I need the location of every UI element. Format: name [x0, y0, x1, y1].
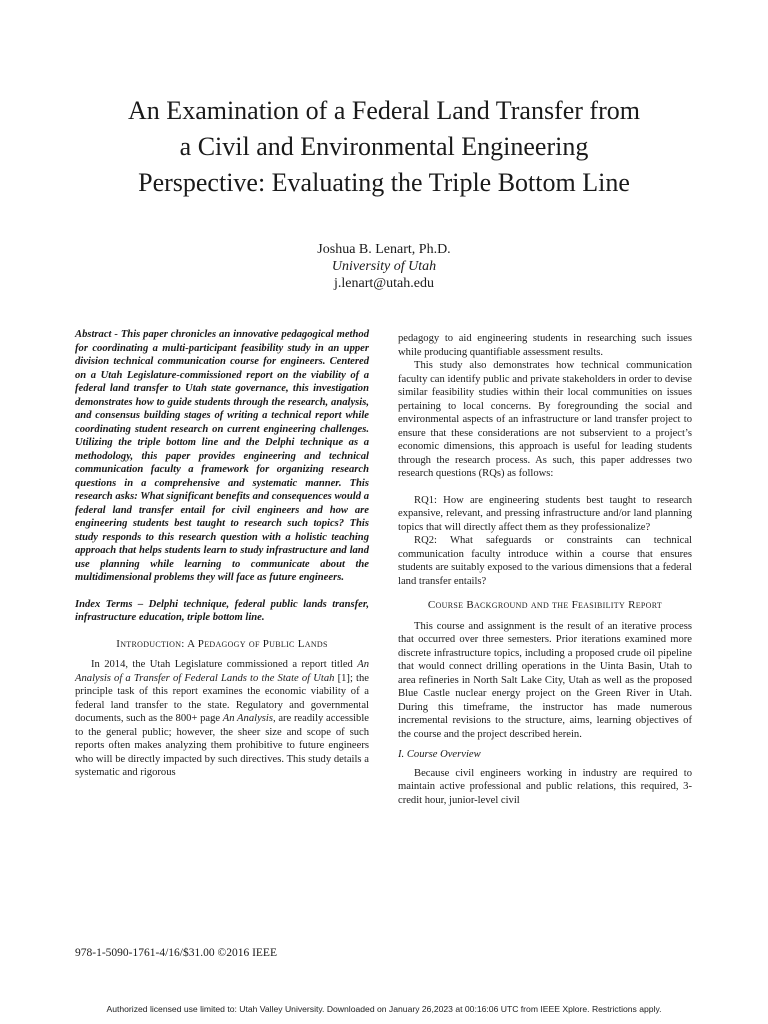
- intro-heading: Introduction: A Pedagogy of Public Lands: [116, 637, 328, 650]
- left-column: [75, 328, 369, 780]
- ieee-footer-id: 978-1-5090-1761-4/16/$31.00 ©2016 IEEE: [75, 947, 277, 959]
- title-line-3: Perspective: Evaluating the Triple Bottom Line: [138, 168, 630, 197]
- right-paragraph-2: This study also demonstrates how technical communication faculty can identify public and private stakeholders in order to devise similar feasibility studies within their local communities on issues pertaining to local concerns. By foregrounding the social and environmental aspects of an infrastructure or land transfer project to ensure that these considerations are not subservient to a project’s economic dimensions, this approach is useful for leading students through the research process. As such, this paper addresses two research questions (RQs) as follows:: [398, 360, 692, 479]
- research-question-2: RQ2: What safeguards or constraints can technical communication faculty introduce within a course that ensures students are suitably exposed to the various dimensions that a federal land transfer entails?: [398, 535, 692, 587]
- course-background-paragraph: This course and assignment is the result of an iterative process that occurred over three semesters. Prior iterations examined more discrete infrastructure topics, including a proposed crude oil pipeline that would connect drilling operations in the Uinta Basin, Utah to area refineries in North Salt Lake City, Utah as well as the proposed Blue Castle nuclear energy project on the Green River in Utah. During this timeframe, the instructor has made numerous incremental revisions to the structure, aims, learning objectives of the course and the project described herein.: [398, 620, 692, 740]
- research-question-1: RQ1: How are engineering students best taught to research expansive, relevant, and pressing infrastructure and/or land planning topics that will directly affect them as they professionalize?: [398, 494, 692, 533]
- paper-title: [40, 93, 728, 201]
- abstract: Abstract - This paper chronicles an innovative pedagogical method for coordinating a multi-participant feasibility study in an upper division technical communication course for engineers. Centered on a Utah Legislature-commissioned report on the viability of a federal land transfer to Utah state governance, this investigation demonstrates how to guide students through the research, analysis, and consensus building stages of writing a technical report while coordinating student research on current engineering challenges. Utilizing the triple bottom line and the Delphi technique as a methodology, this paper provides engineering and technical communication faculty a framework for organizing research questions in a comprehensive and systematic manner. This research asks: What significant benefits and consequences would a federal land transfer entail for civil engineers and how are engineering students best taught to research such topics? This study responds to this research question with a holistic teaching approach that helps students learn to study infrastructure and land use planning while learning to communicate about the multidimensional problems they will face as future engineers.: [75, 329, 369, 583]
- index-terms: Index Terms – Delphi technique, federal public lands transfer, infrastructure education, triple bottom line.: [75, 598, 369, 623]
- right-column: [398, 332, 692, 807]
- report-title: An Analysis of a Transfer of Federal Lands to the State of Utah: [75, 659, 369, 684]
- course-overview-heading: I. Course Overview: [398, 749, 481, 760]
- author-email: j.lenart@utah.edu: [334, 276, 434, 291]
- title-line-2: a Civil and Environmental Engineering: [179, 132, 589, 161]
- intro-paragraph: In 2014, the Utah Legislature commissioned a report titled An Analysis of a Transfer of Federal Lands to the State of Utah [1]; the principle task of this report examines the economic viability of a federal land transfer to the state. Regulatory and governmental documents, such as the 800+ page An Analysis, are readily accessible to the general public; however, the sheer size and scope of such reports often makes analyzing them prohibitive to future engineers who will be directly impacted by such directives. This study details a systematic and rigorous: [75, 659, 369, 778]
- report-short-title: An Analysis: [222, 713, 273, 724]
- course-background-heading: Course Background and the Feasibility Report: [427, 599, 663, 611]
- author-affiliation: University of Utah: [331, 259, 437, 274]
- download-notice: Authorized licensed use limited to: Utah Valley University. Downloaded on January 26,2023 at 00:16:06 UTC from IEEE Xplore. Restrictions apply.: [106, 1004, 662, 1014]
- author-name: Joshua B. Lenart, Ph.D.: [317, 242, 451, 257]
- author-block: [0, 241, 768, 292]
- course-overview-paragraph: Because civil engineers working in industry are required to maintain active professional and public relations, this required, 3-credit hour, junior-level civil: [398, 767, 692, 806]
- right-paragraph-1: pedagogy to aid engineering students in researching such issues while producing quantifiable assessment results.: [398, 333, 692, 358]
- title-line-1: An Examination of a Federal Land Transfer from: [128, 96, 640, 125]
